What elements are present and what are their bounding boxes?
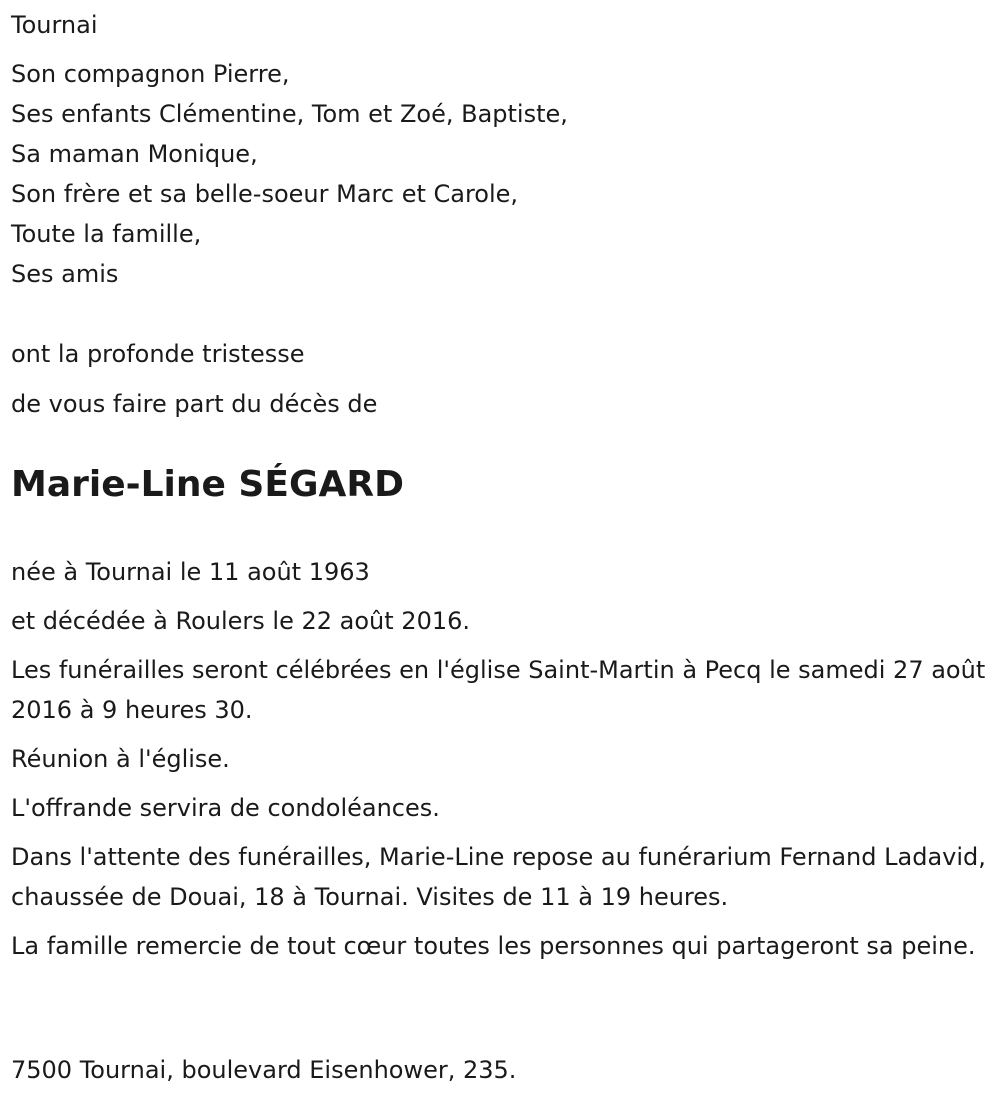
family-member: Sa maman Monique, — [11, 140, 258, 168]
meeting-info: Réunion à l'église. — [11, 745, 230, 773]
offering-info: L'offrande servira de condoléances. — [11, 794, 440, 822]
funeral-info: Les funérailles seront célébrées en l'église Saint-Martin à Pecq le samedi 27 août 2016 à 9 heures 30. — [11, 656, 986, 724]
family-member: Son frère et sa belle-soeur Marc et Carole, — [11, 180, 519, 208]
city-heading: Tournai — [11, 11, 98, 39]
intro-line-1: ont la profonde tristesse — [11, 340, 305, 368]
intro-line-2: de vous faire part du décès de — [11, 390, 378, 418]
notice-body — [11, 552, 986, 966]
family-member: Toute la famille, — [11, 220, 202, 248]
birth-info: née à Tournai le 11 août 1963 — [11, 558, 370, 586]
family-member: Ses amis — [11, 260, 119, 288]
family-member: Ses enfants Clémentine, Tom et Zoé, Baptiste, — [11, 100, 568, 128]
deceased-name: Marie-Line SÉGARD — [11, 464, 404, 505]
death-info: et décédée à Roulers le 22 août 2016. — [11, 607, 470, 635]
family-address: 7500 Tournai, boulevard Eisenhower, 235. — [11, 1056, 517, 1084]
family-list — [11, 54, 568, 294]
family-member: Son compagnon Pierre, — [11, 60, 290, 88]
thanks-message: La famille remercie de tout cœur toutes les personnes qui partageront sa peine. — [11, 932, 976, 960]
visitation-info: Dans l'attente des funérailles, Marie-Line repose au funérarium Fernand Ladavid, chaussée de Douai, 18 à Tournai. Visites de 11 à 19 heures. — [11, 843, 986, 911]
